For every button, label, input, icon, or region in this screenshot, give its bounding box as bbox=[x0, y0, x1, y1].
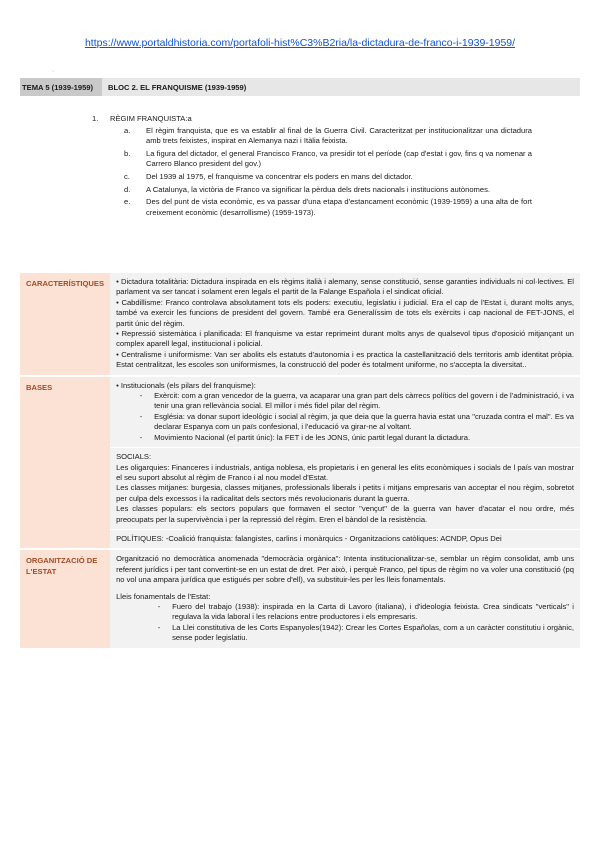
row-label: CARACTERÍSTIQUES bbox=[20, 272, 110, 376]
row-label: BASES bbox=[20, 376, 110, 550]
item-marker: b. bbox=[124, 148, 131, 158]
item-text: La figura del dictador, el general Francisco Franco, va presidir tot el període (cap d'estat i gov, fins q va nomenar a Carrero Blanco president del gov.) bbox=[146, 148, 532, 169]
paragraph: • Dictadura totalitària: Dictadura inspirada en els règims italià i alemany, sense constitució, sense garanties individuals ni col·lectives. El parlament va ser tancat i solament eren legals el partit de la Falange Española i el sindicat oficial. bbox=[116, 277, 574, 297]
item-marker: d. bbox=[124, 184, 131, 194]
item-marker: e. bbox=[124, 197, 131, 207]
list-item bbox=[116, 623, 574, 644]
subheading: Lleis fonamentals de l'Estat: bbox=[116, 591, 211, 601]
dash-marker: - bbox=[157, 622, 161, 632]
paragraph: Les classes populars: els sectors populars que formaven el sector "vençut" de la guerra van haver d'acatar el nou ordre, més preocupats per la supervivència i per la repressió del règim. Eren el bàndol de la resistència. bbox=[116, 504, 574, 524]
margin-dot: · bbox=[52, 68, 55, 75]
intro-title: RÈGIM FRANQUISTA:a bbox=[110, 114, 192, 123]
paragraph: POLÍTIQUES: -Coalició franquista: falangistes, carlins i monàrquics - Organitzacions catòliques: ACNDP, Opus Dei bbox=[116, 533, 502, 543]
paragraph: • Repressió sistemàtica i planificada: El franquisme va estar reprimeint durant molts anys de qualsevol tipus d'oposició mitjançant un complex aparell legal, institucional i policial. bbox=[116, 329, 574, 349]
item-text: Església: va donar suport ideològic i social al règim, ja que deia que la guerra havia estat una "cruzada contra el mal". Es va declarar Espanya com un païs confesional, i l'educació va girar-ne al voltant. bbox=[154, 411, 574, 432]
item-marker: a. bbox=[124, 125, 131, 135]
tema-label: TEMA 5 (1939-1959) bbox=[20, 78, 102, 96]
list-item bbox=[92, 185, 532, 196]
list-item bbox=[92, 172, 532, 183]
paragraph: Organització no democràtica anomenada "democràcia orgànica": Intenta institucionalitzar-se, semblar un règim consolidat, amb uns referent jurídics i per tant convertint-se en un estat de dret. Per això, i perquè Franco, pel tipus de règim no va voler una constitució (pq no vol una ampara jurídica que estigués per sobre d'ell), va substituir-les per les lleis fonamentals. bbox=[116, 554, 574, 585]
summary-table bbox=[20, 271, 580, 648]
dash-marker: - bbox=[139, 432, 143, 442]
row-content bbox=[110, 376, 580, 550]
list-item bbox=[116, 391, 574, 412]
item-text: Des del punt de vista econòmic, es va passar d'una etapa d'estancament econòmic (1939-1959) a una alta de fort creixement econòmic (desarrollisme) (1959-1973). bbox=[146, 197, 532, 217]
list-item bbox=[92, 126, 532, 147]
intro-number: 1. bbox=[92, 114, 99, 123]
item-text: La Llei constitutiva de les Corts Espanyoles(1942): Crear les Cortes Españolas, com a un caràcter constitutiu i orgànic, sense poder legislatiu. bbox=[172, 622, 574, 643]
row-label: ORGANITZACIÓ DE L'ESTAT bbox=[20, 549, 110, 647]
table-row-caracteristiques bbox=[20, 272, 580, 376]
subheading: • Institucionals (els pilars del franquisme): bbox=[116, 380, 256, 390]
paragraph: • Cabdillisme: Franco controlava absolutament tots els poders: executiu, legislatiu i judicial. Era el cap de l'Estat i, durant molts anys, també va exercir les funcions de president del govern. També era Generalíssim de tots els exèrcits i cap nacional de FET-JONS, el partit únic del règim. bbox=[116, 297, 574, 328]
divider bbox=[110, 529, 580, 530]
dash-marker: - bbox=[139, 411, 143, 421]
list-item bbox=[116, 433, 574, 443]
item-text: Exèrcit: com a gran vencedor de la guerra, va acaparar una gran part dels càrrecs polítics del govern i de l'administració, i va tenir una gran rellevància social. El millor i més fidel pilar del règim. bbox=[154, 391, 574, 411]
intro-section bbox=[92, 114, 532, 220]
table-row-bases bbox=[20, 376, 580, 550]
list-item bbox=[92, 149, 532, 170]
dash-marker: - bbox=[139, 391, 143, 401]
bloc-label: BLOC 2. EL FRANQUISME (1939-1959) bbox=[102, 78, 580, 96]
item-marker: c. bbox=[124, 171, 130, 181]
divider bbox=[110, 447, 580, 448]
item-text: A Catalunya, la victòria de Franco va significar la pèrdua dels drets nacionals i institucions autònomes. bbox=[146, 184, 491, 194]
source-url-link[interactable]: https://www.portaldhistoria.com/portafoli-hist%C3%B2ria/la-dictadura-de-franco-i-1939-1959/ bbox=[84, 37, 516, 49]
item-text: Movimiento Nacional (el partit únic): la FET i de les JONS, únic partit legal durant la dictadura. bbox=[154, 432, 471, 442]
row-content bbox=[110, 272, 580, 376]
item-text: El règim franquista, que es va establir al final de la Guerra Civil. Caracteritzat per institucionalitzar una dictadura amb trets feixistes, inspirat en Alemanya nazi i Itàlia feixista. bbox=[146, 125, 532, 146]
intro-list bbox=[92, 126, 532, 219]
paragraph: Les classes mitjanes: burgesia, classes mitjanes, professionals liberals i petits i mitjans empresaris van acceptar el nou règim, sobretot per culpa dels excessos i la radicalitat dels sectors més revolucionaris durant la guerra. bbox=[116, 483, 574, 503]
topic-header bbox=[20, 78, 580, 96]
intro-heading bbox=[92, 114, 532, 125]
row-content bbox=[110, 549, 580, 647]
list-item bbox=[116, 602, 574, 623]
paragraph: Les oligarquies: Financeres i industrials, antiga noblesa, els propietaris i en general les elits econòmiques i socials de l país van mostrar el seu suport absolut al règim de Franco i al nou model d'Estat. bbox=[116, 462, 574, 482]
subheading: SOCIALS: bbox=[116, 452, 152, 462]
dash-marker: - bbox=[157, 601, 161, 611]
table-row-organitzacio bbox=[20, 549, 580, 647]
list-item bbox=[116, 412, 574, 433]
item-text: Del 1939 al 1975, el franquisme va concentrar els poders en mans del dictador. bbox=[146, 171, 413, 181]
list-item bbox=[92, 197, 532, 218]
item-text: Fuero del trabajo (1938): inspirada en la Carta di Lavoro (italiana), i d'ideologia feixista. Crea sindicats "verticals" i regulava la vida laboral i les relacions entre productores i els empresaris. bbox=[172, 601, 574, 622]
paragraph: • Centralisme i uniformisme: Van ser abolits els estatuts d'autonomia i es practica la castellanització dels territoris amb identitat pròpia. Estat centralitzat, les escoles son uniformismes, la construcció del poder és totalment uniforme, no s'accepta la diversitat.. bbox=[116, 349, 574, 370]
